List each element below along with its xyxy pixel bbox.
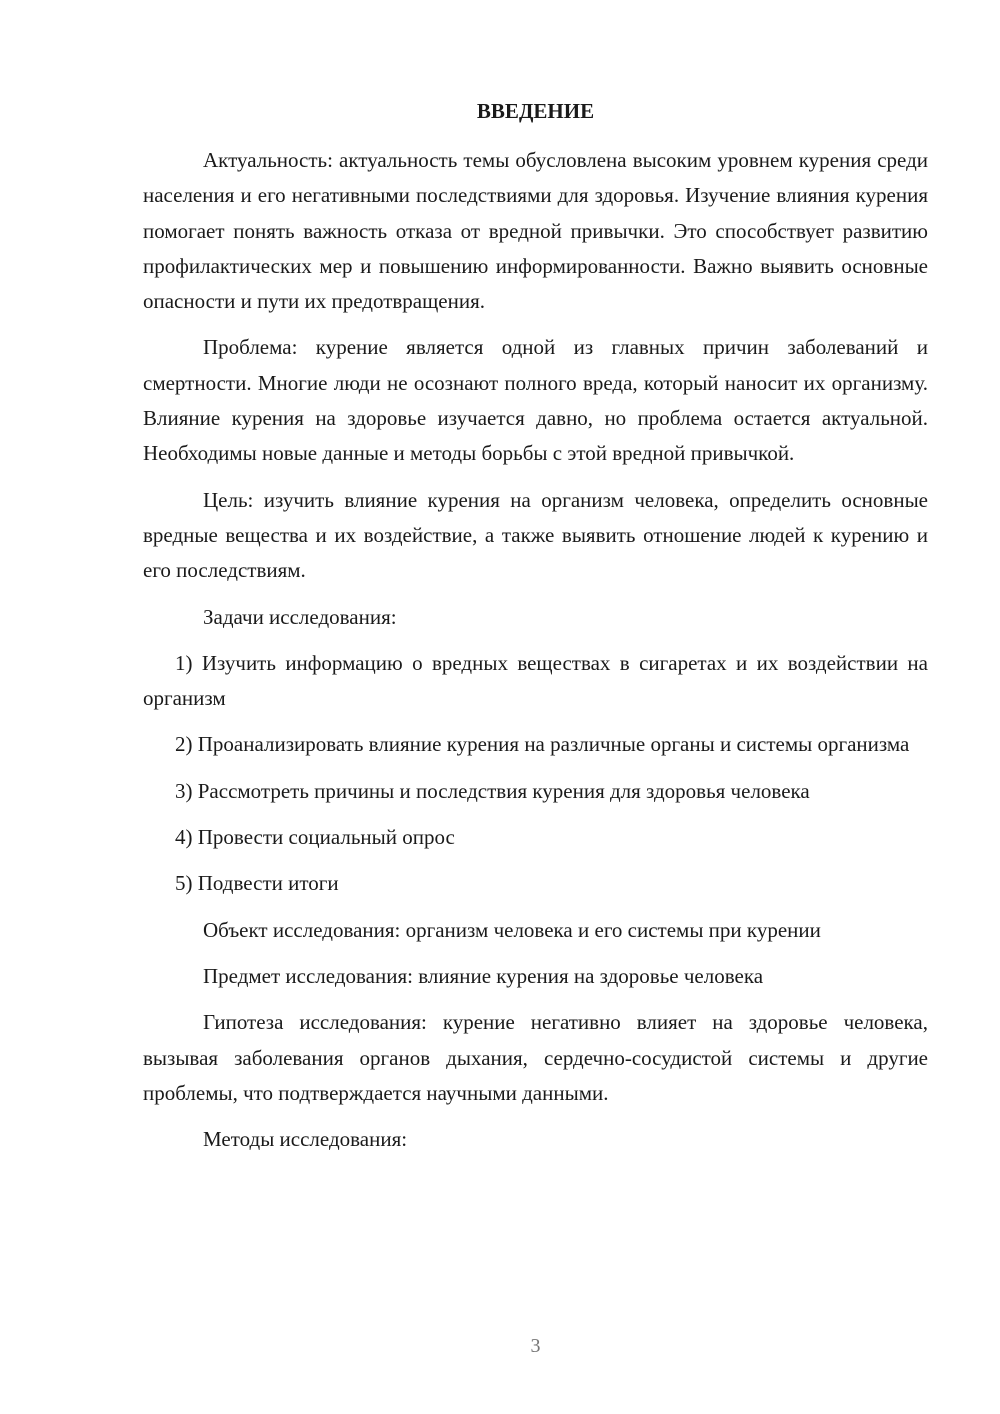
paragraph-methods: Методы исследования: xyxy=(203,1127,408,1152)
task-item-1: 1) Изучить информацию о вредных веществах в сигаретах и их воздействии на организм xyxy=(143,650,928,711)
paragraph-object: Объект исследования: организм человека и его системы при курении xyxy=(203,917,821,942)
task-item-4: 4) Провести социальный опрос xyxy=(175,825,455,850)
paragraph-problem: Проблема: курение является одной из главных причин заболеваний и смертности. Многие люди не осознают полного вреда, который наносит их организму. Влияние курения на здоровье изучается давно, но проблема остается актуальной. Необходимы новые данные и методы борьбы с этой вредной привычкой. xyxy=(143,335,928,466)
task-item-5: 5) Подвести итоги xyxy=(175,871,339,896)
page-number: 3 xyxy=(530,1335,541,1357)
body-text xyxy=(143,143,928,1168)
task-item-3: 3) Рассмотреть причины и последствия курения для здоровья человека xyxy=(175,778,810,803)
paragraph-tasks-heading: Задачи исследования: xyxy=(203,604,397,629)
paragraph-goal: Цель: изучить влияние курения на организм человека, определить основные вредные вещества и их воздействие, а также выявить отношение людей к курению и его последствиям. xyxy=(143,487,928,583)
task-item-2: 2) Проанализировать влияние курения на различные органы и системы организма xyxy=(175,732,910,757)
paragraph-relevance: Актуальность: актуальность темы обусловлена высоким уровнем курения среди населения и его негативными последствиями для здоровья. Изучение влияния курения помогает понять важность отказа от вредной привычки. Это способствует развитию профилактических мер и повышению информированности. Важно выявить основные опасности и пути их предотвращения. xyxy=(143,148,928,314)
section-title: ВВЕДЕНИЕ xyxy=(476,99,595,123)
paragraph-subject: Предмет исследования: влияние курения на здоровье человека xyxy=(203,963,764,988)
paragraph-hypothesis: Гипотеза исследования: курение негативно влияет на здоровье человека, вызывая заболевания органов дыхания, сердечно-сосудистой системы и другие проблемы, что подтверждается научными данными. xyxy=(143,1010,928,1105)
document-page xyxy=(143,0,928,1414)
